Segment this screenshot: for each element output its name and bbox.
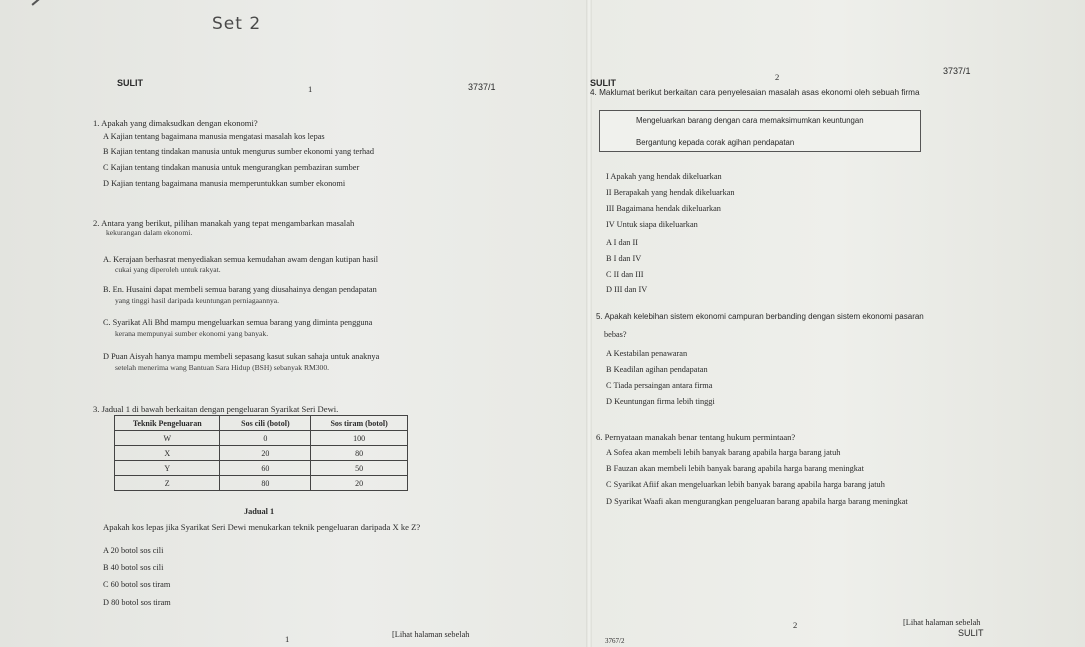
table-cell: Y: [115, 461, 220, 476]
left-header-code: 3737/1: [468, 82, 496, 92]
q1-option-a: A Kajian tentang bagaimana manusia mengatasi masalah kos lepas: [103, 132, 325, 141]
production-table: [114, 415, 408, 491]
page-fold: [586, 0, 592, 647]
q4-item-3: III Bagaimana hendak dikeluarkan: [606, 204, 721, 213]
q1-stem: 1. Apakah yang dimaksudkan dengan ekonomi?: [93, 118, 258, 128]
table-row: [115, 476, 408, 491]
table-cell: 100: [311, 431, 408, 446]
q3-option-d: D 80 botol sos tiram: [103, 598, 171, 607]
q4-option-a: A I dan II: [606, 238, 639, 247]
right-footer-code: 3767/2: [605, 637, 625, 645]
table-row: [115, 461, 408, 476]
left-page-number: 1: [308, 84, 313, 94]
right-footer-sulit: SULIT: [958, 628, 984, 638]
table-cell: 60: [220, 461, 311, 476]
table-cell: 20: [311, 476, 408, 491]
q2-option-d-line2: setelah menerima wang Bantuan Sara Hidup (BSH) sebanyak RM300.: [115, 363, 330, 372]
table-row: [115, 431, 408, 446]
q4-option-b: B I dan IV: [606, 254, 642, 263]
q4-option-c: C II dan III: [606, 270, 644, 279]
q5-option-a: A Kestabilan penawaran: [606, 349, 688, 358]
q1-option-d: D Kajian tentang bagaimana manusia memperuntukkan sumber ekonomi: [103, 179, 346, 188]
q4-item-4: IV Untuk siapa dikeluarkan: [606, 220, 698, 229]
q3-option-a: A 20 botol sos cili: [103, 546, 164, 555]
table-cell: W: [115, 431, 220, 446]
q6-option-d: D Syarikat Waafi akan mengurangkan pengeluaran barang apabila harga barang meningkat: [606, 497, 908, 506]
table-cell: 20: [220, 446, 311, 461]
right-footer-note: [Lihat halaman sebelah: [903, 618, 981, 627]
q2-option-d-line1: D Puan Aisyah hanya mampu membeli sepasang kasut sukan sahaja untuk anaknya: [103, 352, 380, 361]
q4-item-1: I Apakah yang hendak dikeluarkan: [606, 172, 722, 181]
q6-option-a: A Sofea akan membeli lebih banyak barang apabila harga barang jatuh: [606, 448, 841, 457]
right-page: [590, 0, 1085, 647]
info-box-line1: Mengeluarkan barang dengan cara memaksimumkan keuntungan: [636, 116, 864, 125]
table-row: [115, 446, 408, 461]
q4-stem: 4. Maklumat berikut berkaitan cara penyelesaian masalah asas ekonomi oleh sebuah firma: [590, 88, 920, 97]
q2-option-b-line2: yang tinggi hasil daripada keuntungan perniagaannya.: [115, 296, 280, 305]
q5-stem-line2: bebas?: [604, 330, 627, 339]
q1-option-b: B Kajian tentang tindakan manusia untuk mengurus sumber ekonomi yang terhad: [103, 147, 374, 156]
q4-item-2: II Berapakah yang hendak dikeluarkan: [606, 188, 735, 197]
q6-option-c: C Syarikat Afiif akan mengeluarkan lebih banyak barang apabila harga barang jatuh: [606, 480, 885, 489]
q2-option-a-line2: cukai yang diperoleh untuk rakyat.: [115, 265, 221, 274]
q2-option-a-line1: A. Kerajaan berhasrat menyediakan semua kemudahan awam dengan kutipan hasil: [103, 255, 379, 264]
left-footer-note: [Lihat halaman sebelah: [392, 630, 470, 639]
q1-option-c: C Kajian tentang tindakan manusia untuk mengurangkan pembaziran sumber: [103, 163, 360, 172]
q2-option-c-line1: C. Syarikat Ali Bhd mampu mengeluarkan semua barang yang diminta pengguna: [103, 318, 373, 327]
q2-option-b-line1: B. En. Husaini dapat membeli semua barang yang diusahainya dengan pendapatan: [103, 285, 377, 294]
q6-option-b: B Fauzan akan membeli lebih banyak barang apabila harga barang meningkat: [606, 464, 864, 473]
table-cell: 80: [220, 476, 311, 491]
q2-stem-line2: kekurangan dalam ekonomi.: [106, 228, 193, 237]
q2-option-c-line2: kerana mempunyai sumber ekonomi yang banyak.: [115, 329, 269, 338]
q4-option-d: D III dan IV: [606, 285, 648, 294]
table-caption: Jadual 1: [244, 507, 275, 516]
right-header-code: 3737/1: [943, 66, 971, 76]
table-cell: 80: [311, 446, 408, 461]
q5-option-c: C Tiada persaingan antara firma: [606, 381, 713, 390]
right-header-sulit: SULIT: [590, 78, 616, 88]
left-header-sulit: SULIT: [117, 78, 143, 88]
q3-stem: 3. Jadual 1 di bawah berkaitan dengan pengeluaran Syarikat Seri Dewi.: [93, 404, 339, 414]
table-cell: Z: [115, 476, 220, 491]
q5-stem-line1: 5. Apakah kelebihan sistem ekonomi campuran berbanding dengan sistem ekonomi pasaran: [596, 312, 924, 321]
right-footer-page-number: 2: [793, 620, 798, 630]
left-footer-page-number: 1: [285, 634, 290, 644]
table-cell: 0: [220, 431, 311, 446]
table-header: Sos cili (botol): [220, 416, 311, 431]
q3-option-c: C 60 botol sos tiram: [103, 580, 171, 589]
info-box-line2: Bergantung kepada corak agihan pendapatan: [636, 138, 795, 147]
q6-stem: 6. Pernyataan manakah benar tentang hukum permintaan?: [596, 432, 796, 442]
table-header-row: [115, 416, 408, 431]
q3-option-b: B 40 botol sos cili: [103, 563, 164, 572]
q3-question: Apakah kos lepas jika Syarikat Seri Dewi menukarkan teknik pengeluaran daripada X ke Z?: [103, 522, 421, 532]
q5-option-b: B Keadilan agihan pendapatan: [606, 365, 708, 374]
table-header: Teknik Pengeluaran: [115, 416, 220, 431]
table-cell: X: [115, 446, 220, 461]
handwritten-note: Set 2: [212, 14, 262, 34]
right-page-number: 2: [775, 72, 780, 82]
table-cell: 50: [311, 461, 408, 476]
table-header: Sos tiram (botol): [311, 416, 408, 431]
q5-option-d: D Keuntungan firma lebih tinggi: [606, 397, 715, 406]
q2-stem-line1: 2. Antara yang berikut, pilihan manakah yang tepat mengambarkan masalah: [93, 218, 355, 228]
